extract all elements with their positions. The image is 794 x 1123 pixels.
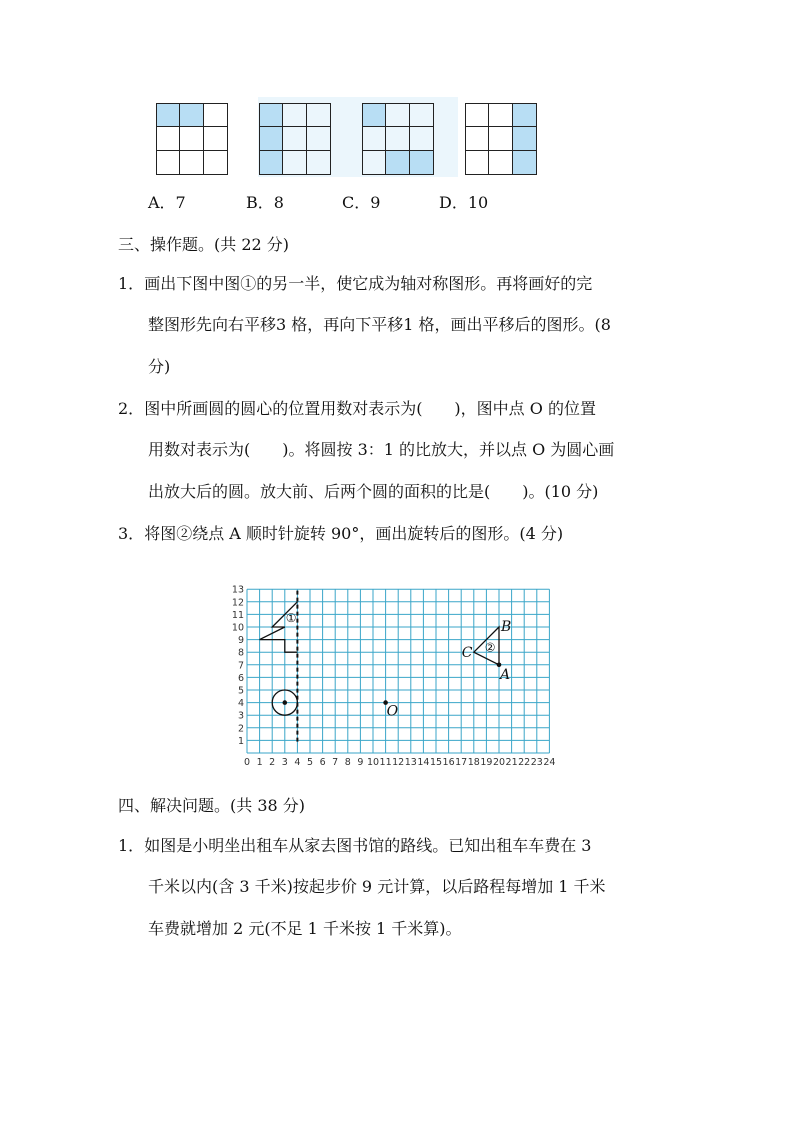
grid-a (156, 103, 228, 175)
grid-b (259, 103, 331, 175)
grid-cell (260, 151, 283, 174)
y-tick-label: 8 (237, 647, 244, 659)
grid-cell (466, 151, 489, 174)
point-c-label: C (461, 645, 473, 662)
y-tick-label: 11 (231, 609, 244, 621)
grid-c (362, 103, 434, 175)
grid-cell (513, 127, 536, 150)
grid-cell (513, 151, 536, 174)
q2-line3: 出放大后的圆。放大前、后两个圆的面积的比是( )。(10 分) (148, 482, 599, 501)
grid-cell (466, 127, 489, 150)
grid-cell (157, 151, 180, 174)
x-tick-label: 6 (319, 757, 326, 768)
grid-cell (180, 151, 203, 174)
q2-number: 2． (118, 399, 145, 418)
point-o-label: O (386, 703, 399, 720)
y-tick-label: 9 (237, 635, 244, 647)
y-tick-label: 4 (237, 698, 244, 710)
x-tick-label: 13 (404, 757, 417, 768)
coordinate-grid-figure (225, 568, 575, 773)
y-tick-label: 3 (237, 710, 244, 722)
x-tick-label: 21 (505, 757, 518, 768)
grid-cell (466, 104, 489, 127)
grid-cell (260, 127, 283, 150)
y-tick-label: 5 (237, 685, 244, 697)
q3-number: 3． (118, 524, 145, 543)
q2-line2: 用数对表示为( )。将圆按 3：1 的比放大，并以点 O 为圆心画 (148, 440, 615, 459)
grid-cell (157, 104, 180, 127)
s4-q1-line3: 车费就增加 2 元(不足 1 千米按 1 千米算)。 (148, 919, 462, 938)
y-tick-label: 10 (231, 622, 244, 634)
y-tick-label: 13 (231, 584, 244, 596)
x-tick-label: 0 (243, 757, 251, 768)
q1-number: 1． (118, 274, 145, 293)
point-a-label: A (500, 666, 511, 683)
x-tick-label: 3 (281, 757, 288, 768)
grid-cell (386, 104, 409, 127)
option-b: B．8 (246, 193, 284, 212)
s4-q1-line2: 千米以内(含 3 千米)按起步价 9 元计算，以后路程每增加 1 千米 (148, 877, 606, 896)
grid-cell (410, 104, 433, 127)
q2-line1: 2．图中所画圆的圆心的位置用数对表示为( )，图中点 O 的位置 (118, 399, 596, 418)
x-tick-label: 1 (256, 757, 263, 768)
y-tick-label: 2 (237, 723, 244, 735)
y-tick-label: 7 (237, 660, 244, 672)
grid-cell (204, 151, 227, 174)
grid-cell (283, 151, 306, 174)
x-tick-label: 10 (366, 757, 380, 768)
grid-cell (283, 127, 306, 150)
x-tick-label: 7 (332, 757, 339, 768)
x-tick-label: 17 (455, 757, 468, 768)
x-tick-label: 5 (306, 757, 314, 768)
grid-cell (204, 127, 227, 150)
x-tick-label: 4 (294, 757, 301, 768)
y-tick-label: 6 (237, 672, 244, 684)
section4-title: 四、解决问题。(共 38 分) (118, 796, 306, 815)
x-tick-label: 8 (344, 757, 351, 768)
grid-cell (363, 151, 386, 174)
grid-cell (204, 104, 227, 127)
option-c: C．9 (342, 193, 381, 212)
grid-d (465, 103, 537, 175)
x-tick-label: 15 (429, 757, 443, 768)
q1-line1: 1．画出下图中图①的另一半，使它成为轴对称图形。再将画好的完 (118, 274, 593, 293)
section3-title: 三、操作题。(共 22 分) (118, 235, 290, 254)
x-tick-label: 20 (492, 757, 506, 768)
option-a: A．7 (148, 193, 186, 212)
grid-cell (513, 104, 536, 127)
x-tick-label: 11 (379, 757, 392, 768)
grid-cell (180, 104, 203, 127)
x-tick-label: 14 (417, 757, 430, 768)
grid-cell (283, 104, 306, 127)
x-tick-label: 24 (543, 757, 556, 768)
grid-cell (386, 151, 409, 174)
q1-line3: 分) (148, 357, 171, 376)
grid-cell (307, 127, 330, 150)
x-tick-label: 12 (392, 757, 405, 768)
option-d: D．10 (439, 193, 489, 212)
grid-cell (410, 151, 433, 174)
q1-line2: 整图形先向右平移3 格，再向下平移1 格，画出平移后的图形。(8 (148, 315, 611, 334)
y-tick-label: 1 (237, 735, 244, 747)
figure-2-label: ② (484, 640, 496, 655)
grid-cell (410, 127, 433, 150)
grid-cell (260, 104, 283, 127)
x-tick-label: 9 (357, 757, 364, 768)
grid-cell (386, 127, 409, 150)
x-tick-label: 22 (518, 757, 531, 768)
x-tick-label: 23 (530, 757, 543, 768)
x-tick-label: 18 (467, 757, 480, 768)
circle-center-dot (283, 700, 288, 705)
grid-cell (489, 104, 512, 127)
figure-1-label: ① (285, 610, 297, 625)
grid-cell (157, 127, 180, 150)
q3-line1: 3．将图②绕点 A 顺时针旋转 90°，画出旋转后的图形。(4 分) (118, 524, 564, 543)
grid-cell (307, 104, 330, 127)
y-tick-label: 12 (231, 597, 244, 609)
grid-cell (489, 127, 512, 150)
grid-cell (307, 151, 330, 174)
grid-cell (180, 127, 203, 150)
s4-q1-line1: 1．如图是小明坐出租车从家去图书馆的路线。已知出租车车费在 3 (118, 836, 592, 855)
s4-q1-number: 1． (118, 836, 145, 855)
grid-cell (363, 127, 386, 150)
x-tick-label: 2 (269, 757, 276, 768)
point-b-label: B (501, 619, 512, 635)
x-tick-label: 16 (442, 757, 455, 768)
grid-cell (363, 104, 386, 127)
x-tick-label: 19 (480, 757, 493, 768)
grid-cell (489, 151, 512, 174)
